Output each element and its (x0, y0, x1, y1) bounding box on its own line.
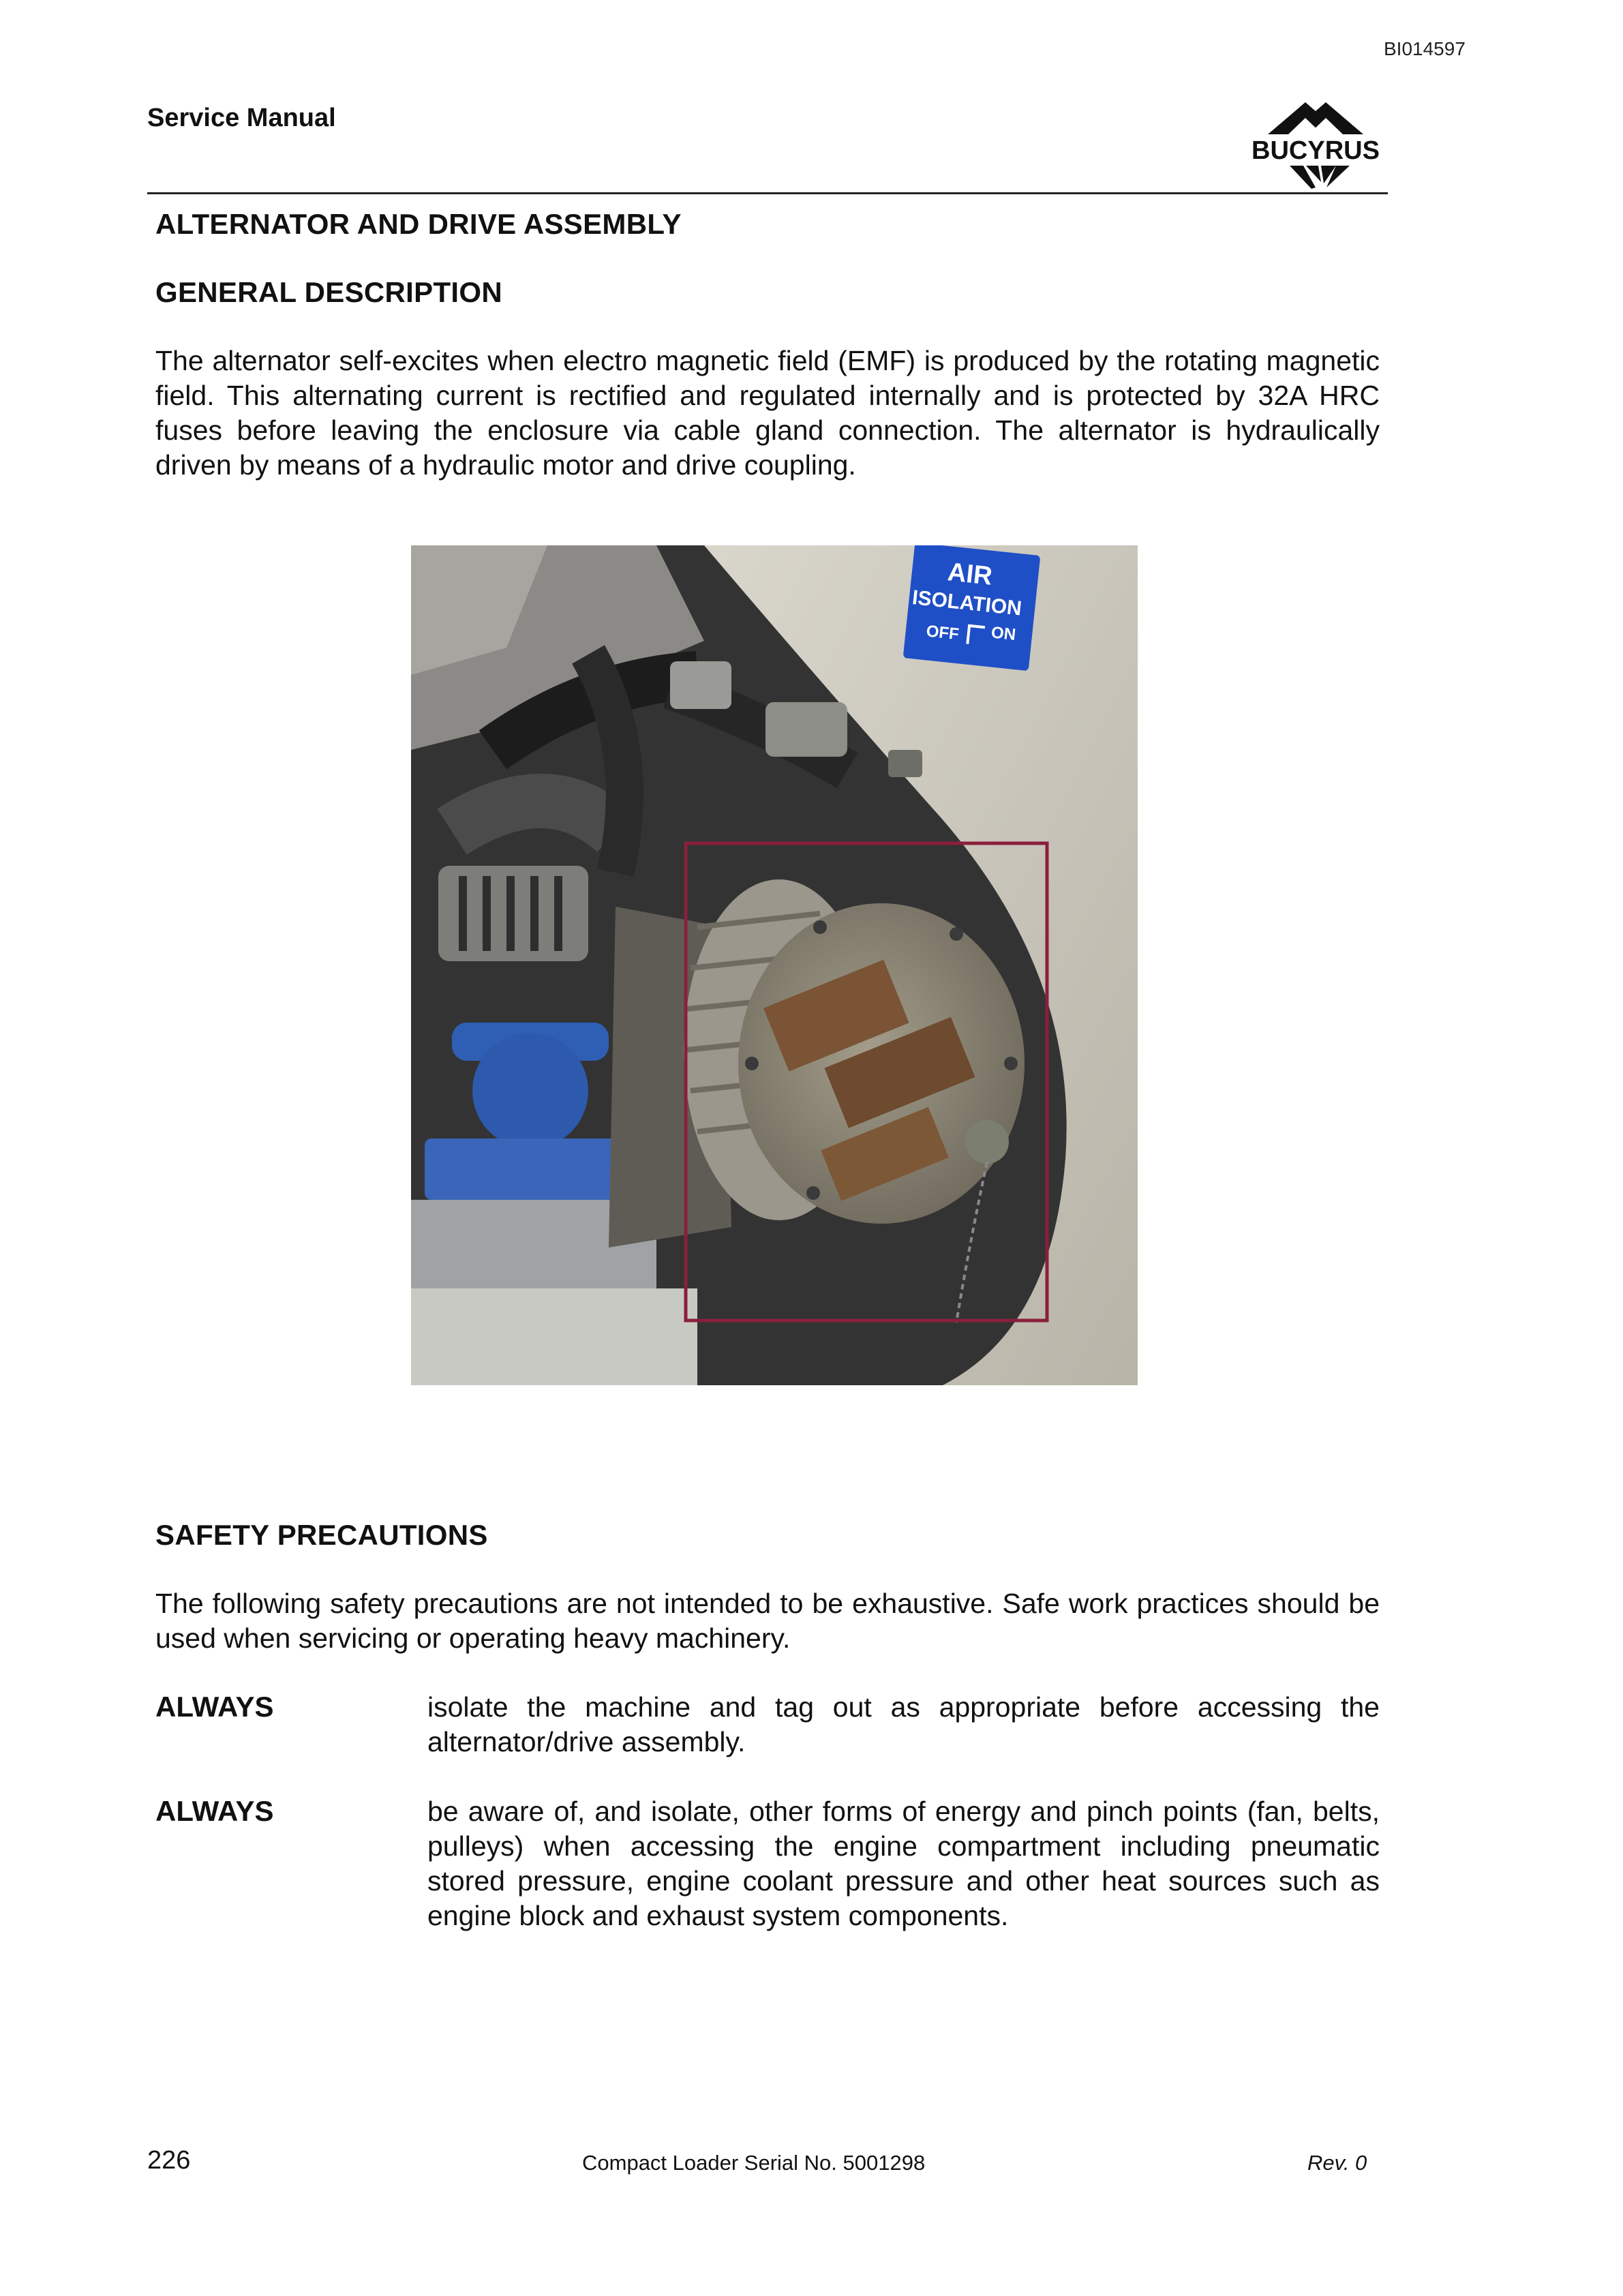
footer-serial: Compact Loader Serial No. 5001298 (582, 2151, 926, 2175)
sign-line2: ISOLATION (911, 586, 1023, 620)
air-isolation-sign (903, 545, 1041, 671)
general-description-heading: GENERAL DESCRIPTION (155, 276, 502, 308)
sign-line1: AIR (946, 558, 994, 591)
safety-item-label: ALWAYS (155, 1691, 274, 1723)
section-title: ALTERNATOR AND DRIVE ASSEMBLY (155, 208, 682, 240)
safety-heading: SAFETY PRECAUTIONS (155, 1519, 488, 1551)
general-description-text: The alternator self-excites when electro magnetic field (EMF) is produced by the rotating magnetic field. This alternating current is rectified and regulated internally and is protected by 32A HRC fuses before leaving the enclosure via cable gland connection. The alternator is hydraulically driven by means of a hydraulic motor and drive coupling. (155, 345, 1380, 481)
header-rule (147, 192, 1388, 194)
page-number: 226 (147, 2146, 191, 2175)
sign-on: ON (990, 623, 1017, 644)
bucyrus-logo (1241, 99, 1391, 191)
sign-off: OFF (925, 622, 960, 644)
document-id: BI014597 (1384, 38, 1466, 59)
logo-text: BUCYRUS (1252, 136, 1380, 165)
footer-revision: Rev. 0 (1307, 2151, 1367, 2175)
safety-item-label: ALWAYS (155, 1795, 274, 1827)
alternator-photo (411, 545, 1138, 1385)
manual-label: Service Manual (147, 104, 336, 132)
safety-item-text: be aware of, and isolate, other forms of energy and pinch points (fan, belts, pulleys) when accessing the engine compartment including pneumatic stored pressure, engine coolant pressure and other heat sources such as engine block and exhaust system components. (427, 1796, 1380, 1931)
safety-intro: The following safety precautions are not intended to be exhaustive. Safe work practices should be used when servicing or operating heavy machinery. (155, 1588, 1380, 1654)
safety-item-text: isolate the machine and tag out as appropriate before accessing the alternator/drive assembly. (427, 1691, 1380, 1757)
